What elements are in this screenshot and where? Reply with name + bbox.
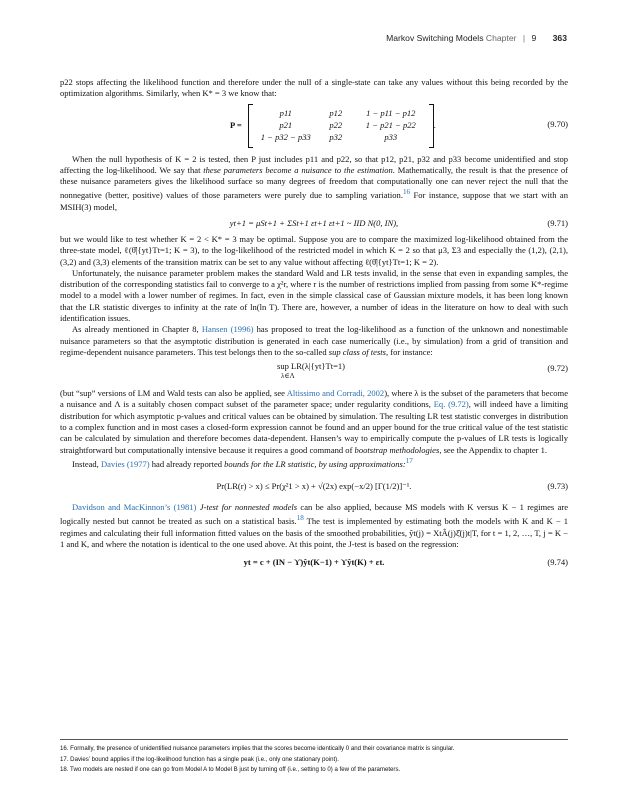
matrix-cell: p32: [329, 132, 343, 143]
text-run: The test is implemented by estimating both the models with K and K − 1 regimes and calculating their full information fitted values on the basis of the smoothed probabilities, ŷt(j) = XtÂ(j)ξ̂(j)t|T, for t = 1, 2, …, T, j = K − 1 and K, and where the notation is identical to the one used above. At this point, the J-test is based on the regression:: [60, 516, 568, 549]
footnote-ref-18[interactable]: 18: [296, 514, 304, 523]
matrix-cell: p22: [329, 119, 343, 130]
text-run: has proposed to treat the log-likelihood as a function of the unknown and nonestimable nuisance parameters so that the asymptotic distribution is generated in each case numerically (i.e., by simulation) from a grid of transition and regime-dependent nuisance parameters. This test belongs then to the so-called: [60, 324, 568, 357]
paragraph-4: Unfortunately, the nuisance parameter problem makes the standard Wald and LR tests invalid, in the sense that even in expanding samples, the distribution of the corresponding statistics fail to converge to a χ²r, where r is the number of restrictions implied from passing from some K*-regime model to a model with a lower number of regimes. In fact, even in the simple classical case of Gaussian mixture models, it has been long known that the LR statistic diverges to infinity at the rate of ln(ln T). There are, however, a number of ideas in the literature on how to deal with such identification issues.: [60, 267, 568, 323]
text-run: had already reported: [149, 458, 225, 469]
paragraph-6: [60, 388, 568, 456]
running-header: [0, 33, 567, 43]
text-run: , will indeed have a limiting distribution for which asymptotic p-values and critical values can be obtained by simulation. The resulting LR test statistic converges in distribution to a complex function and in most cases a closed-form expression cannot be found and an upper bound for the true critical value of the test statistic can be calculated by simulation and therefore becomes data-dependent. Hansen’s way to empirically compute the p-values of LR tests is logically straightforward but computationally intensive because it requires a good command of: [60, 399, 568, 455]
emphasis: these parameters become a nuisance to the estimation.: [203, 164, 395, 175]
equation-9-74: [60, 557, 568, 571]
citation-link[interactable]: Davies (1977): [100, 458, 150, 469]
equation-body: yt+1 = μSt+1 + ΣSt+1 εt+1 εt+1 ~ IID N(0, IN),: [229, 217, 399, 228]
paragraph-1: p22 stops affecting the likelihood function and therefore under the null of a single-state can take any values without this being recorded by the optimization algorithms. Similarly, when K* = 3 we know that:: [60, 77, 568, 99]
emphasis: sup class of tests: [328, 346, 386, 357]
chapter-number: 9: [531, 33, 537, 43]
paragraph-2: [60, 154, 568, 213]
paragraph-3: but we would like to test whether K = 2 < K* = 3 may be optimal. Suppose you are to compare the maximized log-likelihood obtained from the three-state model, ℓ(θ̂|{yt}Tt=1; K = 3), to the log-likelihood of the restricted model in which K = 2 so that μ3, Σ3 and especially the (1,2), (2,1), (3,2) and (3,3) elements of the transition matrix can be set to any value without affecting ℓ(θ̂|{yt}Tt=1; K = 2).: [60, 233, 568, 267]
sup-operator: [277, 361, 345, 381]
running-title: Markov Switching Models: [386, 33, 484, 43]
text-run: (but “sup” versions of LM and Wald tests can also be applied, see: [60, 388, 287, 399]
chapter-label: Chapter: [485, 33, 517, 43]
text-run: can be also applied, because MS models with K versus K − 1 regimes are logically nested but cannot be treated as such on a statistical basis.: [60, 502, 569, 527]
text-run: , for instance:: [385, 346, 433, 357]
matrix-period: .: [433, 119, 436, 130]
paragraph-5: [60, 324, 568, 358]
equation-9-73: [60, 475, 568, 497]
sup-expression: sup LR(λ|{yt}Tt=1): [277, 361, 346, 372]
text-run: Instead,: [72, 458, 101, 469]
text-run: When the null hypothesis of K = 2 is tested, then P just includes p11 and p22, so that p12, p21, p32 and p33 become unidentified and stop affecting the log-likelihood. We say that: [60, 153, 568, 175]
text-run: Mathematically, the result is that the presence of these nuisance parameters gives the likelihood surface so many degrees of freedom that computationally one can never reject the null that the nonnegative (better, positive) values of those parameters were purely due to sampling variation.: [60, 164, 568, 201]
equation-9-70: [60, 104, 568, 148]
equation-body: yt = c + (IN − ϒ)ŷt(K−1) + ϒŷt(K) + εt.: [243, 557, 385, 568]
footnotes: [60, 739, 568, 776]
paragraph-8: [60, 502, 568, 550]
main-text: [60, 77, 568, 573]
equation-number: (9.74): [547, 557, 568, 568]
footnote-18: 18. Two models are nested if one can go from Model A to Model B just by turning off (i.e., setting to 0) a few of the parameters.: [60, 766, 401, 774]
matrix-grid: [253, 108, 429, 144]
text-run: , see the Appendix to chapter 1.: [439, 444, 548, 455]
citation-link[interactable]: Davidson and MacKinnon’s (1981): [72, 502, 197, 513]
matrix-cell: 1 − p11 − p12: [366, 107, 416, 118]
page-number: 363: [552, 33, 567, 43]
transition-matrix: [230, 104, 436, 148]
paragraph-7: [60, 456, 568, 470]
citation-link[interactable]: Hansen (1996): [201, 324, 254, 335]
footnote-16: 16. Formally, the presence of unidentified nuisance parameters implies that the scores become identically 0 and their covariance matrix is singular.: [60, 745, 455, 752]
citation-link[interactable]: Altissimo and Corradi, 2002: [286, 388, 385, 399]
text-run: For instance, suppose that we start with an MSIH(3) model,: [60, 190, 569, 212]
equation-number: (9.73): [547, 481, 568, 492]
equation-ref-link[interactable]: Eq. (9.72): [433, 399, 469, 410]
matrix-cell: p21: [279, 119, 293, 130]
text-run: As already mentioned in Chapter 8,: [72, 324, 202, 335]
matrix-lhs: P =: [230, 119, 242, 130]
equation-number: (9.71): [547, 217, 568, 228]
emphasis: bootstrap methodologies: [354, 444, 440, 455]
equation-9-71: [60, 218, 568, 232]
equation-body: Pr(LR(r) > x) ≤ Pr(χ²1 > x) + √(2x) exp(−x/2) [Γ(1/2)]⁻¹.: [216, 481, 412, 492]
matrix-cell: p12: [329, 107, 343, 118]
matrix-cell: 1 − p32 − p33: [260, 132, 311, 143]
matrix-cell: p33: [384, 132, 398, 143]
header-separator: |: [522, 33, 526, 43]
footnote-17: 17. Davies’ bound applies if the log-likelihood function has a single peak (i.e., only one stationary point).: [60, 755, 339, 763]
matrix-cell: p11: [279, 107, 292, 118]
footnote-ref-16[interactable]: 16: [402, 188, 411, 197]
emphasis: J-test for nonnested models: [196, 502, 298, 513]
matrix-cell: 1 − p21 − p22: [365, 119, 416, 130]
equation-number: (9.70): [547, 118, 568, 129]
equation-number: (9.72): [547, 363, 568, 374]
sup-subscript: λ∈Λ: [281, 372, 295, 381]
equation-9-72: [60, 361, 568, 385]
emphasis: bounds for the LR statistic, by using approximations:: [224, 458, 406, 469]
footnote-ref-17[interactable]: 17: [405, 456, 413, 465]
text-run: ), where λ is the subset of the parameters that become a nuisance and Λ is a suitably chosen compact subset of the parameter space; under regularity conditions,: [60, 388, 568, 410]
